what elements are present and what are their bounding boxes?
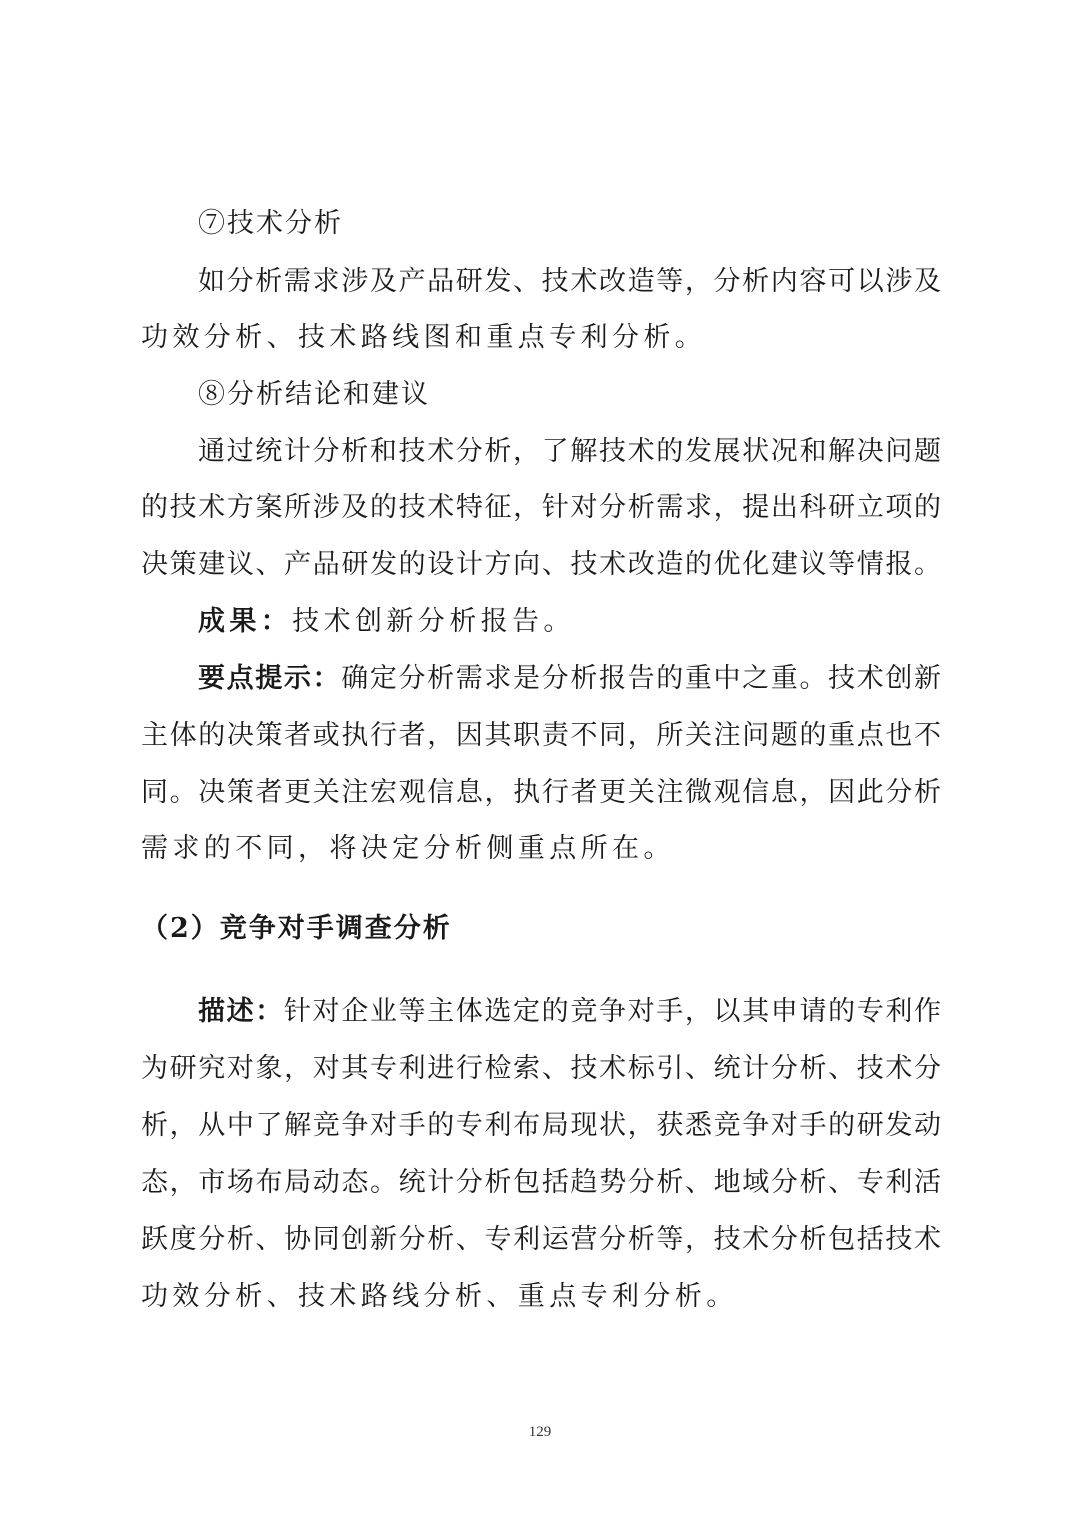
desc-text: 针对企业等主体选定的竞争对手，以其申请的专利作 xyxy=(283,996,941,1027)
subheading-technical-analysis: ⑦技术分析 xyxy=(198,208,343,239)
paragraph-line: 主体的决策者或执行者，因其职责不同，所关注问题的重点也不 xyxy=(141,720,941,751)
result-line xyxy=(198,602,941,642)
paragraph-line: 如分析需求涉及产品研发、技术改造等，分析内容可以涉及 xyxy=(198,266,941,297)
desc-label: 描述： xyxy=(198,996,284,1027)
paragraph-line: 析，从中了解竞争对手的专利布局现状，获悉竞争对手的研发动 xyxy=(141,1110,941,1141)
paragraph-line: 同。决策者更关注宏观信息，执行者更关注微观信息，因此分析 xyxy=(141,777,941,808)
paragraph-line: 跃度分析、协同创新分析、专利运营分析等，技术分析包括技术 xyxy=(141,1224,941,1255)
paragraph-line: 需求的不同，将决定分析侧重点所在。 xyxy=(141,833,675,864)
paragraph-line: 态，市场布局动态。统计分析包括趋势分析、地域分析、专利活 xyxy=(141,1167,941,1198)
result-text: 技术创新分析报告。 xyxy=(292,606,575,637)
section-title-competitor-analysis: （2）竞争对手调查分析 xyxy=(141,913,452,944)
paragraph-line: 功效分析、技术路线分析、重点专利分析。 xyxy=(141,1281,738,1312)
result-label: 成果： xyxy=(198,606,293,637)
paragraph-line: 决策建议、产品研发的设计方向、技术改造的优化建议等情报。 xyxy=(141,549,941,580)
paragraph-line: 为研究对象，对其专利进行检索、技术标引、统计分析、技术分 xyxy=(141,1053,941,1084)
tips-text: 确定分析需求是分析报告的重中之重。技术创新 xyxy=(341,663,941,694)
subheading-conclusions: ⑧分析结论和建议 xyxy=(198,379,430,410)
desc-line xyxy=(198,992,941,1032)
tips-line xyxy=(198,659,941,699)
tips-label: 要点提示： xyxy=(198,663,342,694)
page-number: 129 xyxy=(528,1424,552,1440)
paragraph-line: 功效分析、技术路线图和重点专利分析。 xyxy=(141,322,707,353)
paragraph-line: 通过统计分析和技术分析，了解技术的发展状况和解决问题 xyxy=(198,436,941,467)
paragraph-line: 的技术方案所涉及的技术特征，针对分析需求，提出科研立项的 xyxy=(141,492,941,523)
